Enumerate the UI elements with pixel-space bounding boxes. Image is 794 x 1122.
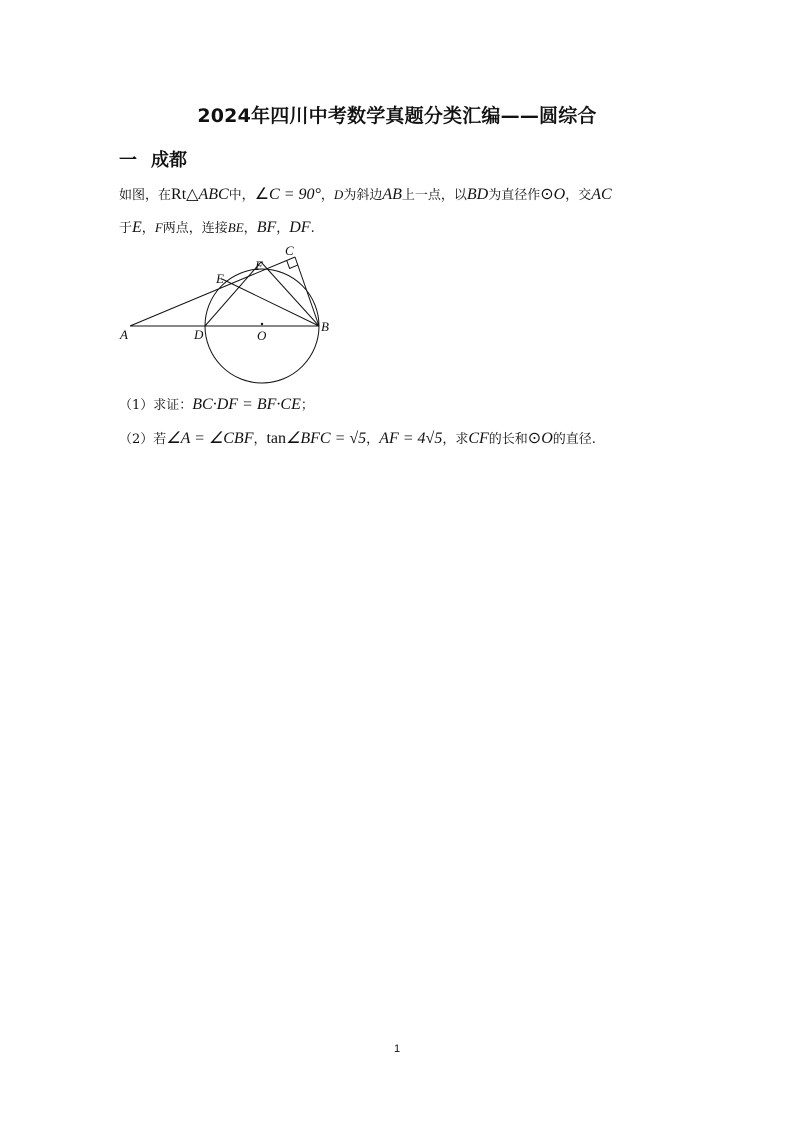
section-heading <box>119 146 187 172</box>
math-cf: CF <box>468 430 489 447</box>
geometry-figure <box>112 242 342 392</box>
problem-statement-line-1 <box>119 184 612 204</box>
math-o: O <box>541 430 553 447</box>
text: ，交 <box>565 188 592 203</box>
text: ； <box>300 398 314 413</box>
center-dot <box>261 323 263 325</box>
section-number: 一 <box>119 150 137 171</box>
math-angle-c: C = 90° <box>269 186 321 203</box>
page-number: 1 <box>393 1043 401 1055</box>
math-df: DF <box>289 219 311 236</box>
math-condition-3: AF = 4√5 <box>379 430 443 447</box>
segment-ac <box>130 257 295 326</box>
circle-dot-symbol: ⊙ <box>527 430 542 447</box>
text: 为直径作 <box>488 188 541 203</box>
question-label: （2）若 <box>119 432 167 447</box>
math-e: E <box>132 219 142 236</box>
triangle-symbol: △ <box>186 186 199 203</box>
text: ， <box>253 432 267 447</box>
text: ，求 <box>442 432 469 447</box>
text: ， <box>320 188 334 203</box>
circle-dot-symbol: ⊙ <box>540 186 554 203</box>
math-abc: ABC <box>198 186 229 203</box>
text: ， <box>366 432 380 447</box>
angle-symbol: ∠ <box>254 186 270 203</box>
question-1 <box>119 394 314 414</box>
label-f: F <box>255 258 263 273</box>
question-2 <box>119 428 596 448</box>
label-a: A <box>120 327 128 342</box>
math-condition-2: ∠BFC = √5 <box>286 430 367 447</box>
text: ， <box>243 221 257 236</box>
label-o: O <box>257 328 267 343</box>
text: ， <box>141 221 155 236</box>
question-label: （1）求证： <box>119 398 193 413</box>
text: . <box>310 221 315 236</box>
label-b: B <box>321 319 329 334</box>
section-name: 成都 <box>151 150 187 171</box>
label-c: C <box>285 243 294 258</box>
text: 如图，在 <box>119 188 172 203</box>
segment-bf <box>261 262 319 326</box>
math-tan: tan <box>266 430 287 447</box>
math-expression: BC·DF = BF·CE <box>192 396 301 413</box>
segment-be <box>222 279 319 326</box>
math-f: F <box>154 220 163 235</box>
text: ， <box>276 221 290 236</box>
text: 的长和 <box>488 432 528 447</box>
text: 上一点，以 <box>401 188 467 203</box>
label-d: D <box>194 327 204 342</box>
math-ab: AB <box>382 186 402 203</box>
math-bf: BF <box>256 219 277 236</box>
text: 两点，连接 <box>162 221 228 236</box>
math-d: D <box>333 187 344 202</box>
label-e: E <box>216 271 224 286</box>
math-be: BE <box>227 220 244 235</box>
geometry-diagram <box>112 242 342 392</box>
math-rt: Rt <box>171 186 187 203</box>
text: 于 <box>119 221 133 236</box>
math-o: O <box>553 186 566 203</box>
page-title: 2024年四川中考数学真题分类汇编——圆综合 <box>197 105 597 127</box>
math-bd: BD <box>466 186 489 203</box>
text: 为斜边 <box>343 188 383 203</box>
problem-statement-line-2 <box>119 217 315 237</box>
math-ac: AC <box>591 186 612 203</box>
text: 中， <box>228 188 255 203</box>
text: 的直径. <box>552 432 596 447</box>
math-condition-1: ∠A = ∠CBF <box>166 430 254 447</box>
